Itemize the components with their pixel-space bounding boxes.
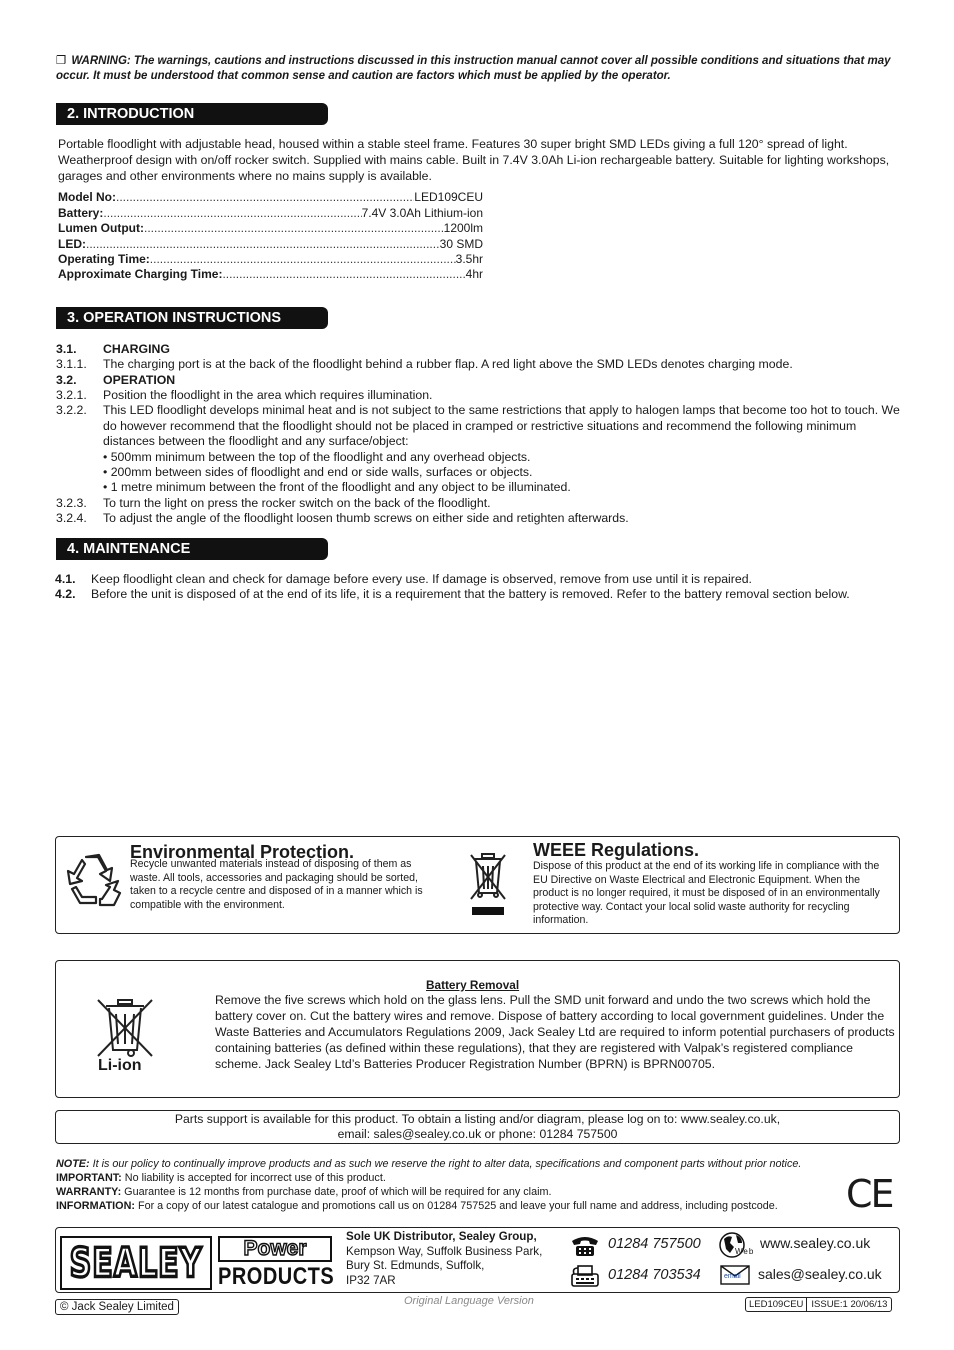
spec-label: Model No: [58,190,116,204]
li-ion-label: Li-ion [98,1057,142,1074]
environment-title: Environmental Protection. [130,842,355,862]
parts-support-line-2: email: sales@sealey.co.uk or phone: 01284 757500 [337,1127,618,1141]
legal-notes [56,1157,936,1213]
battery-removal-title: Battery Removal [426,978,520,992]
maintenance-item-text: Keep floodlight clean and check for damage before every use. If damage is observed, remove from use until it is repaired. [91,572,752,586]
ce-mark: CE [846,1172,893,1216]
legal-note-label: IMPORTANT: [56,1172,122,1184]
language-version: Original Language Version [404,1295,534,1307]
operation-item-text: The charging port is at the back of the floodlight behind a rubber flap. A red light above the SMD LEDs denotes charging mode. [103,357,793,371]
operation-item-number: 3.2. [56,373,77,387]
warning-notice [56,54,906,84]
spec-value: LED109CEU [414,190,483,204]
footer-box [55,1227,900,1293]
issue-stamp [745,1297,892,1312]
maintenance-item-number: 4.1. [55,572,76,586]
legal-note-label: INFORMATION: [56,1200,135,1212]
operation-item-number: 3.2.4. [56,511,87,525]
checkbox-icon: ❐ [56,55,67,67]
maintenance-heading: 4. MAINTENANCE [56,538,328,560]
warning-text: WARNING: The warnings, cautions and instructions discussed in this instruction manual cannot cover all possible conditions and situations that may occur. It must be understood that common sense and caution are factors which must be applied by the operator. [56,55,891,82]
sealey-logo [60,1236,212,1290]
spec-row [58,237,483,252]
operation-item-text: This LED floodlight develops minimal heat and is not subject to the same restrictions that apply to halogen lamps that become too hot to touch. We do however recommend that the floodlight should not be placed in cramped or restrictive situations and recommend the following minimum distances between the floodlight and any surface/object: [103,403,900,448]
spec-row [58,267,483,282]
phone-icon [570,1235,600,1257]
products-logo-text: PRODUCTS [218,1263,335,1291]
operation-item-text: Position the floodlight in the area which requires illumination. [103,388,433,402]
operation-item-number: 3.2.1. [56,388,87,402]
spec-row [58,190,483,205]
spec-leader-dots [86,237,440,252]
legal-note-label: NOTE: [56,1158,90,1170]
operation-item-text: To turn the light on press the rocker switch on the back of the floodlight. [103,496,491,510]
copyright: © Jack Sealey Limited [55,1299,179,1315]
legal-note-text: For a copy of our latest catalogue and promotions call us on 01284 757525 and leave your full name and address, including postcode. [134,1200,778,1212]
introduction-heading: 2. INTRODUCTION [56,103,328,125]
issue-date: ISSUE:1 20/06/13 [811,1299,888,1310]
introduction-text: Portable floodlight with adjustable head, housed within a stable steel frame. Features 30 super bright SMD LEDs giving a full 120° spread of light. Weatherproof design with on/off rocker switch. Supplied with mains cable. Built in 7.4V 3.0Ah Li-ion rechargeable battery. Suitable for lighting workshops, garages and other environments where no mains supply is available. [58,137,890,183]
address-line: IP32 7AR [346,1273,396,1287]
parts-support-line-1: Parts support is available for this product. To obtain a listing and/or diagram, please log on to: www.sealey.co.uk, [174,1112,781,1126]
spec-row [58,206,483,221]
sealey-logo-text: SEALEY [69,1239,203,1287]
legal-note-label: WARRANTY: [56,1186,122,1198]
crossed-battery-bin-icon [94,996,156,1060]
recycle-icon [62,851,122,909]
operation-item-number: 3.2.3. [56,496,87,510]
operation-item-number: 3.1.1. [56,357,87,371]
spec-label: Lumen Output: [58,221,144,235]
spec-leader-dots [222,267,465,282]
weee-title: WEEE Regulations. [533,840,700,860]
weee-text: Dispose of this product at the end of its working life in compliance with the EU Directive on Waste Electrical and Electronic Equipment. When the product is no longer required, it must be disposed of in an environmentally protective way. Contact your local solid waste authority for recycling information. [533,860,880,926]
operation-heading: 3. OPERATION INSTRUCTIONS [56,307,328,329]
spec-row [58,221,483,236]
environment-text: Recycle unwanted materials instead of disposing of them as waste. All tools, accessories and packaging should be sorted, taken to a recycle centre and disposed of in a manner which is compatible with the environment. [130,858,423,911]
environment-weee-box [55,836,900,934]
operation-item-text: CHARGING [103,342,170,356]
address-line: Kempson Way, Suffolk Business Park, [346,1244,543,1258]
spec-leader-dots [150,252,456,267]
spec-row [58,252,483,267]
phone-number: 01284 757500 [608,1236,701,1252]
legal-note-text: No liability is accepted for incorrect use of this product. [121,1172,386,1184]
maintenance-item-text: Before the unit is disposed of at the end of its life, it is a requirement that the battery is removed. Refer to the battery removal section below. [91,587,850,601]
fax-icon [570,1264,600,1288]
address-block [346,1230,566,1288]
email-address[interactable]: sales@sealey.co.uk [758,1266,882,1282]
operation-item-number: 3.1. [56,342,77,356]
legal-note [56,1171,936,1185]
spec-label: Approximate Charging Time: [58,267,223,281]
power-logo [218,1236,332,1262]
spec-leader-dots [116,190,414,205]
spec-leader-dots [103,206,361,221]
operation-item-text: To adjust the angle of the floodlight loosen thumb screws on either side and retighten afterwards. [103,511,629,525]
operation-item-text: • 200mm between sides of floodlight and end or side walls, surfaces or objects. [103,465,533,479]
weee-bin-icon [468,851,508,919]
operation-item-text: • 500mm minimum between the top of the floodlight and any overhead objects. [103,450,531,464]
address-line: Bury St. Edmunds, Suffolk, [346,1259,485,1272]
web-address[interactable]: www.sealey.co.uk [760,1235,871,1251]
maintenance-item-number: 4.2. [55,587,76,601]
legal-note-text: Guarantee is 12 months from purchase date, proof of which will be required for any claim. [121,1186,552,1198]
power-logo-text: Power [243,1237,307,1260]
web-icon-label: Web [735,1247,755,1256]
address-distributor: Sole UK Distributor, Sealey Group, [346,1230,537,1243]
legal-note [56,1157,936,1171]
spec-value: 30 SMD [439,237,483,251]
operation-item-text: • 1 metre minimum between the front of the floodlight and any object to be illuminated. [103,480,571,494]
spec-label: LED: [58,237,86,251]
spec-value: 1200lm [443,221,483,235]
model-code: LED109CEU [746,1298,807,1311]
battery-removal-box [55,960,900,1098]
legal-note [56,1185,936,1199]
operation-item-number: 3.2.2. [56,403,87,417]
spec-label: Operating Time: [58,252,150,266]
legal-note [56,1199,936,1213]
legal-note-text: It is our policy to continually improve products and as such we reserve the right to alter data, specifications and component parts without prior notice. [89,1158,802,1170]
parts-support-box [55,1110,900,1144]
spec-value: 4hr [465,267,483,281]
email-icon-label: email [724,1273,741,1280]
spec-label: Battery: [58,206,104,220]
operation-item-text: OPERATION [103,373,176,387]
battery-removal-text: Remove the five screws which hold on the glass lens. Pull the SMD unit forward and undo the two screws which hold the battery cover on. Cut the battery wires and remove. Dispose of battery according to local government guidelines. Under the Waste Batteries and Accumulators Regulations 2009, Jack Sealey Ltd are required to inform potential purchasers of products containing batteries (as defined within these regulations), that they are registered with Valpak’s registered compliance scheme. Jack Sealey Ltd’s Batteries Producer Registration Number (BPRN) is BPRN00705. [215,993,895,1071]
spec-value: 7.4V 3.0Ah Lithium-ion [361,206,483,220]
fax-number: 01284 703534 [608,1267,701,1283]
spec-value: 3.5hr [455,252,483,266]
products-logo [218,1263,335,1291]
spec-leader-dots [144,221,444,236]
